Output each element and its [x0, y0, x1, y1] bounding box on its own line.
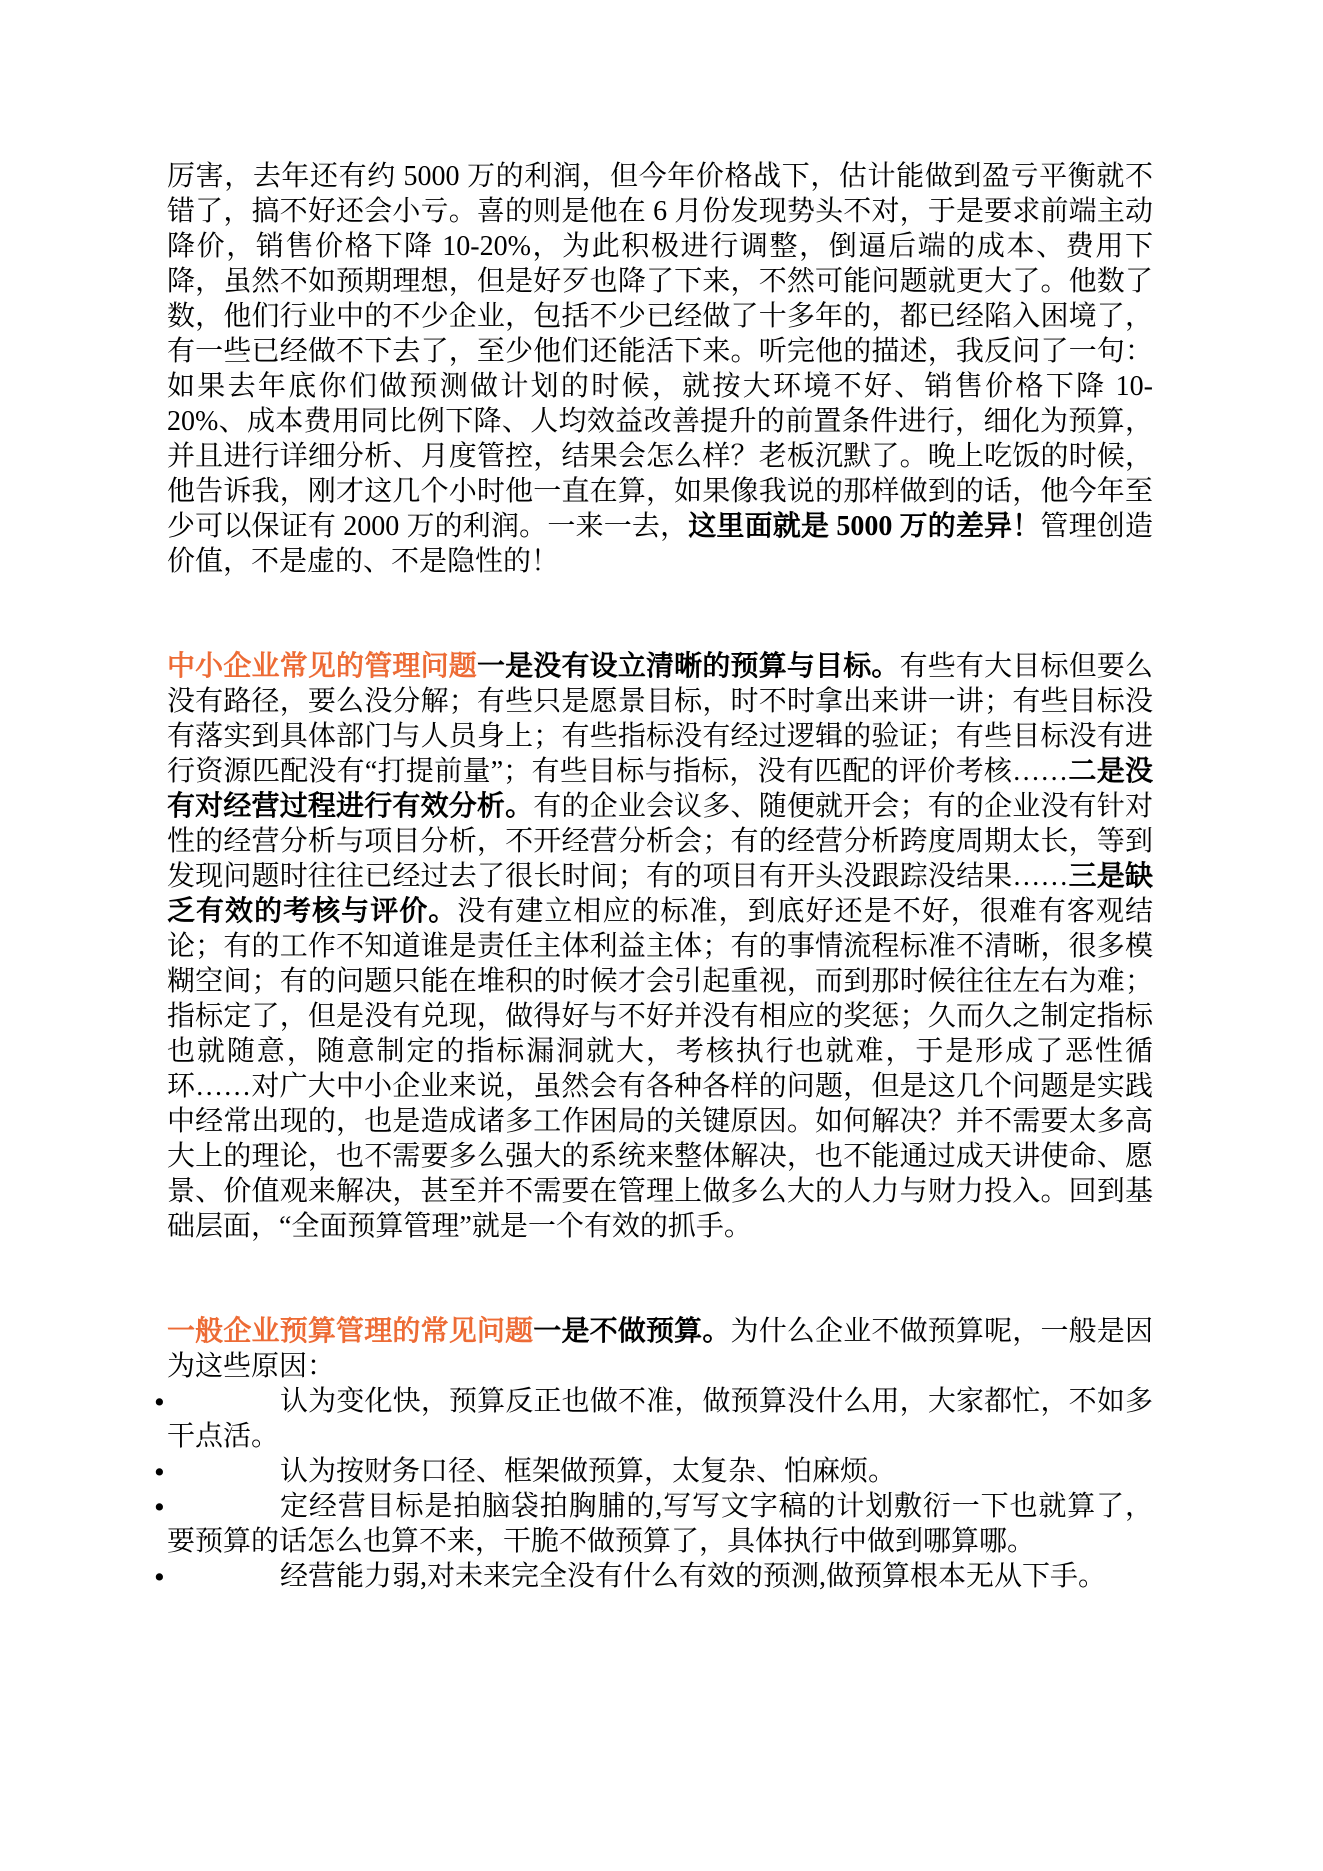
text-run-problem-two-detail: 有的企业会议多、随便就开会；有的企业没有针对性的经营分析与项目分析，不开经营分析会；有的经营分析跨度周期太长，等到发现问题时往往已经过去了很长时间；有的项目有开头没跟踪没结果…… [167, 791, 1153, 892]
bullet-icon: • [152, 1493, 167, 1522]
text-run-problem-one-detail: 有些有大目标但要么没有路径，要么没分解；有些只是愿景目标，时不时拿出来讲一讲；有些目标没有落实到具体部门与人员身上；有些指标没有经过逻辑的验证；有些目标没有进行资源匹配没有“打提前量”；有些目标与指标，没有匹配的评价考核…… [167, 651, 1153, 787]
list-item [152, 1559, 1153, 1594]
bullet-text-goals-arbitrary: 定经营目标是拍脑袋拍胸脯的,写写文字稿的计划敷衍一下也就算了，要预算的话怎么也算不来，干脆不做预算了，具体执行中做到哪算哪。 [167, 1491, 1153, 1557]
text-run-problem-three-detail: 没有建立相应的标准，到底好还是不好，很难有客观结论；有的工作不知道谁是责任主体利益主体；有的事情流程标准不清晰，很多模糊空间；有的问题只能在堆积的时候才会引起重视，而到那时候往往左右为难；指标定了，但是没有兑现，做得好与不好并没有相应的奖惩；久而久之制定指标也就随意，随意制定的指标漏洞就大，考核执行也就难，于是形成了恶性循环……对广大中小企业来说，虽然会有各种各样的问题，但是这几个问题是实践中经常出现的，也是造成诸多工作困局的关键原因。如何解决？并不需要太多高大上的理论，也不需要多么强大的系统来整体解决，也不能通过成天讲使命、愿景、价值观来解决，甚至并不需要在管理上做多么大的人力与财力投入。回到基础层面，“全面预算管理”就是一个有效的抓手。 [167, 896, 1153, 1242]
section-heading-sme-problems: 中小企业常见的管理问题 [167, 651, 477, 682]
text-run-management-value: 管理创造价值，不是虚的、不是隐性的！ [167, 511, 1153, 577]
text-run-intro: 厉害，去年还有约 5000 万的利润，但今年价格战下，估计能做到盈亏平衡就不错了，搞不好还会小亏。喜的则是他在 6 月份发现势头不对，于是要求前端主动降价，销售价格下降 10-20%，为此积极进行调整，倒逼后端的成本、费用下降，虽然不如预期理想，但是好歹也降了下来，不然可能问题就更大了。他数了数，他们行业中的不少企业，包括不少已经做了十多年的，都已经陷入困境了，有一些已经做不下去了，至少他们还能活下来。听完他的描述，我反问了一句：如果去年底你们做预测做计划的时候，就按大环境不好、销售价格下降 10-20%、成本费用同比例下降、人均效益改善提升的前置条件进行，细化为预算，并且进行详细分析、月度管控，结果会怎么样？老板沉默了。晚上吃饭的时候，他告诉我，刚才这几个小时他一直在算，如果像我说的那样做到的话，他今年至少可以保证有 2000 万的利润。一来一去， [167, 161, 1153, 542]
bold-run-no-budget: 一是不做预算。 [533, 1316, 731, 1347]
text-run-why-no-budget: 为什么企业不做预算呢，一般是因为这些原因： [167, 1316, 1153, 1382]
section-heading-budget-problems: 一般企业预算管理的常见问题 [167, 1316, 534, 1347]
list-item [152, 1489, 1153, 1559]
bold-run-problem-one: 一是没有设立清晰的预算与目标。 [476, 651, 900, 682]
list-item [152, 1454, 1153, 1489]
bullet-icon: • [152, 1388, 167, 1417]
bullet-text-weak-capability: 经营能力弱,对未来完全没有什么有效的预测,做预算根本无从下手。 [280, 1561, 1107, 1592]
bullet-icon: • [152, 1458, 167, 1487]
reasons-bullet-list [152, 1384, 1153, 1594]
page-content [152, 159, 1153, 1594]
bold-run-problem-two: 二是没有对经营过程进行有效分析。 [167, 756, 1153, 822]
list-item [152, 1384, 1153, 1454]
bullet-text-change-too-fast: 认为变化快，预算反正也做不准，做预算没什么用，大家都忙，不如多干点活。 [167, 1386, 1153, 1452]
bullet-icon: • [152, 1563, 167, 1592]
bold-run-5000-difference: 这里面就是 5000 万的差异！ [688, 511, 1041, 542]
bold-run-problem-three: 三是缺乏有效的考核与评价。 [167, 861, 1153, 927]
bullet-text-too-complex: 认为按财务口径、框架做预算，太复杂、怕麻烦。 [280, 1456, 897, 1487]
paragraph-budget-problems-intro [167, 1314, 1153, 1384]
paragraph-sme-management-problems [167, 649, 1153, 1244]
paragraph-profit-story [167, 159, 1153, 579]
